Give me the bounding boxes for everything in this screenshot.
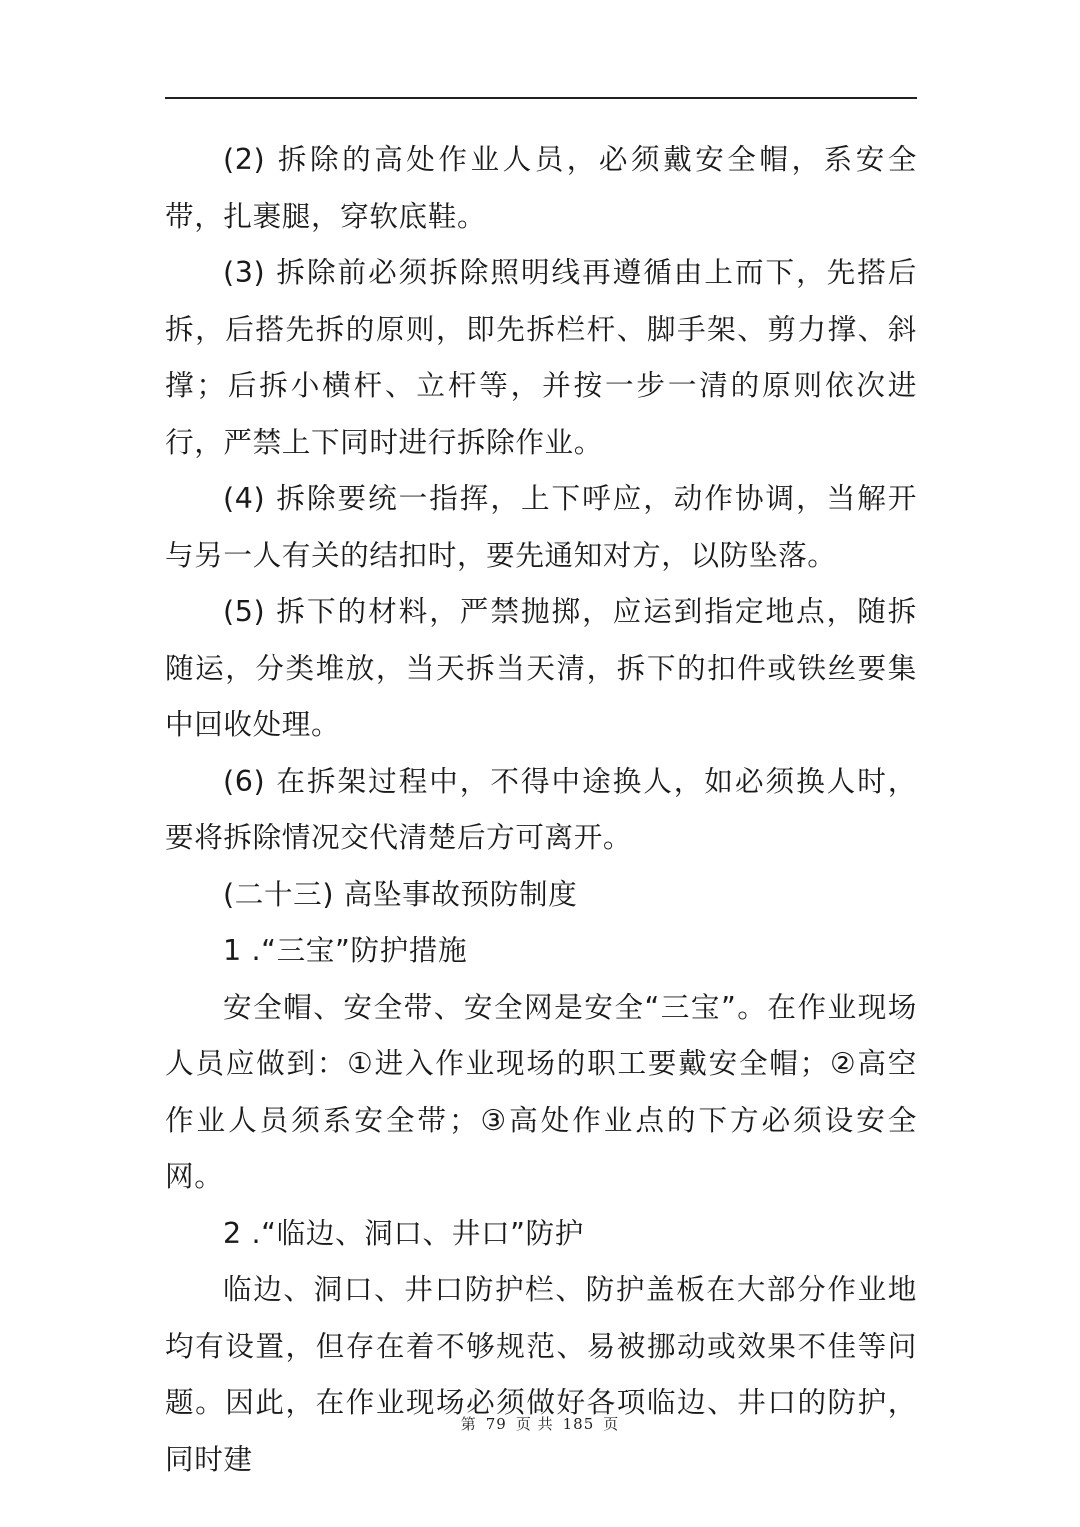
section-heading-23: (二十三) 高坠事故预防制度 <box>223 876 578 911</box>
paragraph-item-3: (3) 拆除前必须拆除照明线再遵循由上而下，先搭后拆，后搭先拆的原则，即先拆栏杆、脚手架、剪力撑、斜撑；后拆小横杆、立杆等，并按一步一清的原则依次进行，严禁上下同时进行拆除作业。 <box>165 255 917 459</box>
paragraph-item-4: (4) 拆除要统一指挥，上下呼应，动作协调，当解开与另一人有关的结扣时，要先通知对方，以防坠落。 <box>165 481 917 572</box>
document-body <box>165 131 917 1487</box>
paragraph-item-2: (2) 拆除的高处作业人员，必须戴安全帽，系安全带，扎裹腿，穿软底鞋。 <box>165 142 917 233</box>
paragraph-item-5: (5) 拆下的材料，严禁抛掷，应运到指定地点，随拆随运，分类堆放，当天拆当天清，拆下的扣件或铁丝要集中回收处理。 <box>165 594 917 741</box>
header-rule <box>165 97 917 99</box>
page-footer <box>0 1413 1080 1434</box>
footer-suffix: 页 <box>603 1415 620 1433</box>
paragraph-edge-openings: 临边、洞口、井口防护栏、防护盖板在大部分作业地均有设置，但存在着不够规范、易被挪动或效果不佳等问题。因此，在作业现场必须做好各项临边、井口的防护，同时建 <box>165 1272 917 1476</box>
subheading-edge-openings: 2 .“临边、洞口、井口”防护 <box>223 1215 584 1250</box>
footer-total-pages: 185 <box>562 1415 595 1433</box>
paragraph-three-treasures: 安全帽、安全带、安全网是安全“三宝”。在作业现场人员应做到：①进入作业现场的职工要戴安全帽；②高空作业人员须系安全带；③高处作业点的下方必须设安全网。 <box>165 989 917 1193</box>
paragraph-item-6: (6) 在拆架过程中，不得中途换人，如必须换人时，要将拆除情况交代清楚后方可离开。 <box>165 763 917 854</box>
subheading-three-treasures: 1 .“三宝”防护措施 <box>223 933 468 967</box>
footer-middle: 页 共 <box>515 1415 554 1433</box>
footer-prefix: 第 <box>460 1415 477 1433</box>
footer-current-page: 79 <box>485 1415 507 1433</box>
